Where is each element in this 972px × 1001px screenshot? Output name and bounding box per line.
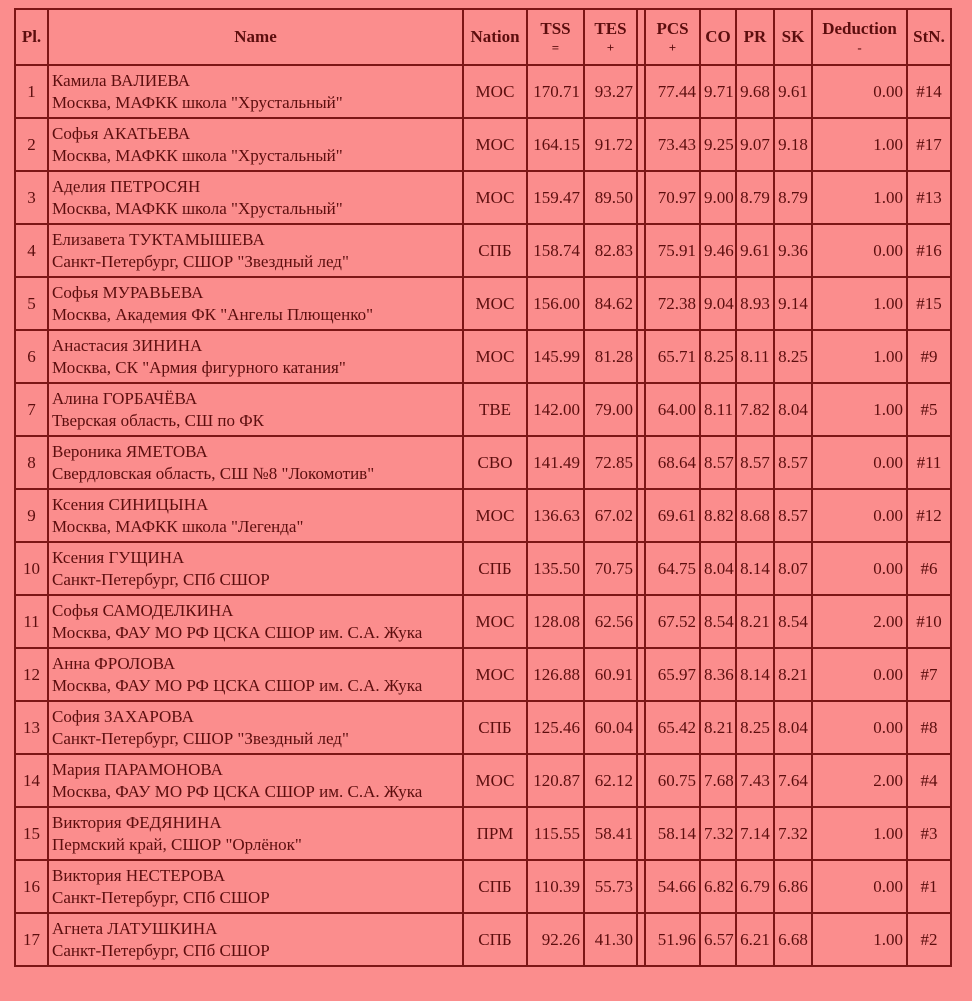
col-header-stn: StN. xyxy=(907,9,951,65)
tss-cell: 136.63 xyxy=(527,489,584,542)
spacer-cell xyxy=(637,436,645,489)
sk-cell: 7.64 xyxy=(774,754,812,807)
nation-cell: ТВЕ xyxy=(463,383,527,436)
place-cell: 7 xyxy=(15,383,48,436)
tss-cell: 158.74 xyxy=(527,224,584,277)
stn-cell: #10 xyxy=(907,595,951,648)
place-cell: 16 xyxy=(15,860,48,913)
pcs-cell: 67.52 xyxy=(645,595,700,648)
stn-cell: #17 xyxy=(907,118,951,171)
co-cell: 8.25 xyxy=(700,330,736,383)
skater-club: Москва, СК "Армия фигурного катания" xyxy=(52,357,346,377)
deduction-cell: 2.00 xyxy=(812,595,907,648)
col-header-deduction-symbol: - xyxy=(857,39,862,55)
tss-cell: 145.99 xyxy=(527,330,584,383)
skater-club: Москва, ФАУ МО РФ ЦСКА СШОР им. С.А. Жука xyxy=(52,622,423,642)
pcs-cell: 65.97 xyxy=(645,648,700,701)
spacer-cell xyxy=(637,542,645,595)
place-cell: 2 xyxy=(15,118,48,171)
pcs-cell: 60.75 xyxy=(645,754,700,807)
place-cell: 17 xyxy=(15,913,48,966)
pr-cell: 8.11 xyxy=(736,330,774,383)
pcs-cell: 54.66 xyxy=(645,860,700,913)
deduction-cell: 0.00 xyxy=(812,489,907,542)
co-cell: 6.82 xyxy=(700,860,736,913)
name-cell xyxy=(48,595,463,648)
table-row xyxy=(15,383,951,436)
skater-name: Ксения СИНИЦЫНА xyxy=(52,494,209,514)
spacer-cell xyxy=(637,913,645,966)
name-cell xyxy=(48,330,463,383)
pcs-cell: 75.91 xyxy=(645,224,700,277)
stn-cell: #2 xyxy=(907,913,951,966)
pcs-cell: 58.14 xyxy=(645,807,700,860)
nation-cell: ПРМ xyxy=(463,807,527,860)
co-cell: 9.04 xyxy=(700,277,736,330)
tss-cell: 125.46 xyxy=(527,701,584,754)
col-header-pcs xyxy=(645,9,700,65)
co-cell: 9.46 xyxy=(700,224,736,277)
skater-club: Свердловская область, СШ №8 "Локомотив" xyxy=(52,463,375,483)
col-header-tss-symbol: = xyxy=(551,39,560,55)
deduction-cell: 1.00 xyxy=(812,913,907,966)
name-cell xyxy=(48,754,463,807)
stn-cell: #6 xyxy=(907,542,951,595)
tss-cell: 120.87 xyxy=(527,754,584,807)
place-cell: 14 xyxy=(15,754,48,807)
co-cell: 8.57 xyxy=(700,436,736,489)
sk-cell: 7.32 xyxy=(774,807,812,860)
stn-cell: #11 xyxy=(907,436,951,489)
tss-cell: 128.08 xyxy=(527,595,584,648)
skater-club: Тверская область, СШ по ФК xyxy=(52,410,265,430)
deduction-cell: 1.00 xyxy=(812,118,907,171)
name-cell xyxy=(48,542,463,595)
skater-club: Москва, ФАУ МО РФ ЦСКА СШОР им. С.А. Жука xyxy=(52,781,423,801)
name-cell xyxy=(48,489,463,542)
place-cell: 5 xyxy=(15,277,48,330)
spacer-cell xyxy=(637,648,645,701)
skater-name: Ксения ГУЩИНА xyxy=(52,547,185,567)
pcs-cell: 77.44 xyxy=(645,65,700,118)
stn-cell: #15 xyxy=(907,277,951,330)
spacer-cell xyxy=(637,65,645,118)
deduction-cell: 0.00 xyxy=(812,648,907,701)
nation-cell: СВО xyxy=(463,436,527,489)
pr-cell: 8.79 xyxy=(736,171,774,224)
tss-cell: 92.26 xyxy=(527,913,584,966)
tss-cell: 164.15 xyxy=(527,118,584,171)
pr-cell: 7.82 xyxy=(736,383,774,436)
skater-name: Агнета ЛАТУШКИНА xyxy=(52,918,218,938)
tes-cell: 70.75 xyxy=(584,542,637,595)
name-cell xyxy=(48,118,463,171)
tes-cell: 93.27 xyxy=(584,65,637,118)
nation-cell: СПБ xyxy=(463,542,527,595)
skater-name: Софья АКАТЬЕВА xyxy=(52,123,191,143)
deduction-cell: 2.00 xyxy=(812,754,907,807)
col-header-tss xyxy=(527,9,584,65)
nation-cell: МОС xyxy=(463,65,527,118)
deduction-cell: 0.00 xyxy=(812,436,907,489)
pcs-cell: 68.64 xyxy=(645,436,700,489)
tss-cell: 170.71 xyxy=(527,65,584,118)
co-cell: 8.04 xyxy=(700,542,736,595)
table-row xyxy=(15,754,951,807)
co-cell: 9.00 xyxy=(700,171,736,224)
col-header-tss-label: TSS xyxy=(540,19,571,39)
pr-cell: 8.68 xyxy=(736,489,774,542)
tes-cell: 91.72 xyxy=(584,118,637,171)
pr-cell: 8.57 xyxy=(736,436,774,489)
stn-cell: #5 xyxy=(907,383,951,436)
co-cell: 9.25 xyxy=(700,118,736,171)
co-cell: 8.21 xyxy=(700,701,736,754)
sk-cell: 8.79 xyxy=(774,171,812,224)
stn-cell: #4 xyxy=(907,754,951,807)
tes-cell: 89.50 xyxy=(584,171,637,224)
tes-cell: 41.30 xyxy=(584,913,637,966)
pcs-cell: 51.96 xyxy=(645,913,700,966)
stn-cell: #9 xyxy=(907,330,951,383)
col-header-tes xyxy=(584,9,637,65)
tss-cell: 156.00 xyxy=(527,277,584,330)
col-header-deduction-label: Deduction xyxy=(822,19,897,39)
spacer-cell xyxy=(637,701,645,754)
spacer-cell xyxy=(637,330,645,383)
sk-cell: 9.18 xyxy=(774,118,812,171)
deduction-cell: 1.00 xyxy=(812,383,907,436)
nation-cell: СПБ xyxy=(463,860,527,913)
skater-name: Софья МУРАВЬЕВА xyxy=(52,282,204,302)
sk-cell: 8.04 xyxy=(774,383,812,436)
skater-club: Москва, МАФКК школа "Легенда" xyxy=(52,516,304,536)
place-cell: 6 xyxy=(15,330,48,383)
col-header-spacer xyxy=(637,9,645,65)
sk-cell: 9.61 xyxy=(774,65,812,118)
results-table-body xyxy=(15,65,951,966)
name-cell xyxy=(48,913,463,966)
place-cell: 11 xyxy=(15,595,48,648)
pcs-cell: 64.00 xyxy=(645,383,700,436)
sk-cell: 8.57 xyxy=(774,489,812,542)
deduction-cell: 1.00 xyxy=(812,277,907,330)
header-row xyxy=(15,9,951,65)
stn-cell: #16 xyxy=(907,224,951,277)
table-row xyxy=(15,224,951,277)
nation-cell: МОС xyxy=(463,754,527,807)
col-header-pcs-label: PCS xyxy=(656,19,689,39)
spacer-cell xyxy=(637,224,645,277)
table-row xyxy=(15,913,951,966)
tes-cell: 62.56 xyxy=(584,595,637,648)
table-row xyxy=(15,860,951,913)
pr-cell: 9.07 xyxy=(736,118,774,171)
sk-cell: 8.54 xyxy=(774,595,812,648)
spacer-cell xyxy=(637,754,645,807)
sk-cell: 9.14 xyxy=(774,277,812,330)
pr-cell: 6.79 xyxy=(736,860,774,913)
spacer-cell xyxy=(637,807,645,860)
stn-cell: #12 xyxy=(907,489,951,542)
stn-cell: #8 xyxy=(907,701,951,754)
col-header-pr: PR xyxy=(736,9,774,65)
nation-cell: СПБ xyxy=(463,701,527,754)
col-header-tes-symbol: + xyxy=(606,39,615,55)
sk-cell: 8.21 xyxy=(774,648,812,701)
tes-cell: 58.41 xyxy=(584,807,637,860)
pcs-cell: 65.42 xyxy=(645,701,700,754)
spacer-cell xyxy=(637,489,645,542)
co-cell: 7.32 xyxy=(700,807,736,860)
table-row xyxy=(15,807,951,860)
results-table xyxy=(14,8,952,967)
name-cell xyxy=(48,860,463,913)
name-cell xyxy=(48,648,463,701)
table-row xyxy=(15,489,951,542)
tes-cell: 72.85 xyxy=(584,436,637,489)
pcs-cell: 64.75 xyxy=(645,542,700,595)
spacer-cell xyxy=(637,383,645,436)
pr-cell: 8.14 xyxy=(736,648,774,701)
tss-cell: 141.49 xyxy=(527,436,584,489)
nation-cell: СПБ xyxy=(463,224,527,277)
col-header-nation: Nation xyxy=(463,9,527,65)
sk-cell: 6.86 xyxy=(774,860,812,913)
place-cell: 3 xyxy=(15,171,48,224)
table-row xyxy=(15,330,951,383)
skater-name: Елизавета ТУКТАМЫШЕВА xyxy=(52,229,265,249)
spacer-cell xyxy=(637,171,645,224)
co-cell: 8.54 xyxy=(700,595,736,648)
deduction-cell: 1.00 xyxy=(812,330,907,383)
spacer-cell xyxy=(637,860,645,913)
skater-name: Анна ФРОЛОВА xyxy=(52,653,176,673)
tes-cell: 55.73 xyxy=(584,860,637,913)
tss-cell: 115.55 xyxy=(527,807,584,860)
table-row xyxy=(15,595,951,648)
nation-cell: МОС xyxy=(463,648,527,701)
table-row xyxy=(15,277,951,330)
spacer-cell xyxy=(637,595,645,648)
table-row xyxy=(15,118,951,171)
spacer-cell xyxy=(637,277,645,330)
col-header-place: Pl. xyxy=(15,9,48,65)
table-row xyxy=(15,701,951,754)
name-cell xyxy=(48,171,463,224)
tes-cell: 60.91 xyxy=(584,648,637,701)
spacer-cell xyxy=(637,118,645,171)
pcs-cell: 73.43 xyxy=(645,118,700,171)
co-cell: 6.57 xyxy=(700,913,736,966)
deduction-cell: 0.00 xyxy=(812,860,907,913)
col-header-co: CO xyxy=(700,9,736,65)
skater-club: Москва, МАФКК школа "Хрустальный" xyxy=(52,92,343,112)
name-cell xyxy=(48,701,463,754)
name-cell xyxy=(48,224,463,277)
co-cell: 9.71 xyxy=(700,65,736,118)
stn-cell: #13 xyxy=(907,171,951,224)
name-cell xyxy=(48,277,463,330)
skater-club: Пермский край, СШОР "Орлёнок" xyxy=(52,834,302,854)
sk-cell: 8.04 xyxy=(774,701,812,754)
tes-cell: 60.04 xyxy=(584,701,637,754)
tes-cell: 67.02 xyxy=(584,489,637,542)
deduction-cell: 1.00 xyxy=(812,807,907,860)
tss-cell: 142.00 xyxy=(527,383,584,436)
pr-cell: 6.21 xyxy=(736,913,774,966)
deduction-cell: 1.00 xyxy=(812,171,907,224)
pr-cell: 9.61 xyxy=(736,224,774,277)
stn-cell: #7 xyxy=(907,648,951,701)
deduction-cell: 0.00 xyxy=(812,65,907,118)
skater-club: Москва, ФАУ МО РФ ЦСКА СШОР им. С.А. Жука xyxy=(52,675,423,695)
sk-cell: 8.57 xyxy=(774,436,812,489)
place-cell: 8 xyxy=(15,436,48,489)
name-cell xyxy=(48,807,463,860)
place-cell: 15 xyxy=(15,807,48,860)
nation-cell: МОС xyxy=(463,171,527,224)
co-cell: 8.11 xyxy=(700,383,736,436)
tss-cell: 126.88 xyxy=(527,648,584,701)
skater-name: Вероника ЯМЕТОВА xyxy=(52,441,208,461)
place-cell: 12 xyxy=(15,648,48,701)
skater-club: Санкт-Петербург, СШОР "Звездный лед" xyxy=(52,251,349,271)
stn-cell: #1 xyxy=(907,860,951,913)
table-row xyxy=(15,542,951,595)
skater-club: Санкт-Петербург, СПб СШОР xyxy=(52,569,270,589)
skater-club: Москва, МАФКК школа "Хрустальный" xyxy=(52,145,343,165)
name-cell xyxy=(48,383,463,436)
deduction-cell: 0.00 xyxy=(812,542,907,595)
pr-cell: 8.93 xyxy=(736,277,774,330)
sk-cell: 8.25 xyxy=(774,330,812,383)
nation-cell: МОС xyxy=(463,489,527,542)
place-cell: 10 xyxy=(15,542,48,595)
skater-name: Виктория НЕСТЕРОВА xyxy=(52,865,226,885)
name-cell xyxy=(48,436,463,489)
skater-name: Мария ПАРАМОНОВА xyxy=(52,759,223,779)
col-header-tes-label: TES xyxy=(594,19,627,39)
skater-club: Москва, Академия ФК "Ангелы Плющенко" xyxy=(52,304,374,324)
pcs-cell: 70.97 xyxy=(645,171,700,224)
skater-name: Камила ВАЛИЕВА xyxy=(52,70,191,90)
nation-cell: МОС xyxy=(463,330,527,383)
place-cell: 1 xyxy=(15,65,48,118)
pr-cell: 8.21 xyxy=(736,595,774,648)
nation-cell: МОС xyxy=(463,118,527,171)
skater-name: Анастасия ЗИНИНА xyxy=(52,335,203,355)
skater-name: Софья САМОДЕЛКИНА xyxy=(52,600,234,620)
pr-cell: 8.25 xyxy=(736,701,774,754)
skater-club: Санкт-Петербург, СШОР "Звездный лед" xyxy=(52,728,349,748)
table-row xyxy=(15,648,951,701)
pcs-cell: 69.61 xyxy=(645,489,700,542)
nation-cell: МОС xyxy=(463,595,527,648)
pcs-cell: 65.71 xyxy=(645,330,700,383)
skater-club: Москва, МАФКК школа "Хрустальный" xyxy=(52,198,343,218)
pr-cell: 9.68 xyxy=(736,65,774,118)
place-cell: 9 xyxy=(15,489,48,542)
skater-name: Виктория ФЕДЯНИНА xyxy=(52,812,222,832)
nation-cell: СПБ xyxy=(463,913,527,966)
col-header-deduction xyxy=(812,9,907,65)
co-cell: 7.68 xyxy=(700,754,736,807)
tes-cell: 79.00 xyxy=(584,383,637,436)
sk-cell: 8.07 xyxy=(774,542,812,595)
skater-club: Санкт-Петербург, СПб СШОР xyxy=(52,940,270,960)
pr-cell: 7.14 xyxy=(736,807,774,860)
deduction-cell: 0.00 xyxy=(812,224,907,277)
place-cell: 4 xyxy=(15,224,48,277)
col-header-name: Name xyxy=(48,9,463,65)
table-row xyxy=(15,65,951,118)
skater-club: Санкт-Петербург, СПб СШОР xyxy=(52,887,270,907)
pr-cell: 7.43 xyxy=(736,754,774,807)
pr-cell: 8.14 xyxy=(736,542,774,595)
tss-cell: 110.39 xyxy=(527,860,584,913)
col-header-sk: SK xyxy=(774,9,812,65)
name-cell xyxy=(48,65,463,118)
nation-cell: МОС xyxy=(463,277,527,330)
skater-name: София ЗАХАРОВА xyxy=(52,706,194,726)
sk-cell: 9.36 xyxy=(774,224,812,277)
co-cell: 8.36 xyxy=(700,648,736,701)
place-cell: 13 xyxy=(15,701,48,754)
deduction-cell: 0.00 xyxy=(812,701,907,754)
skater-name: Аделия ПЕТРОСЯН xyxy=(52,176,201,196)
tes-cell: 81.28 xyxy=(584,330,637,383)
stn-cell: #14 xyxy=(907,65,951,118)
tes-cell: 62.12 xyxy=(584,754,637,807)
tss-cell: 159.47 xyxy=(527,171,584,224)
table-row xyxy=(15,436,951,489)
sk-cell: 6.68 xyxy=(774,913,812,966)
tes-cell: 84.62 xyxy=(584,277,637,330)
pcs-cell: 72.38 xyxy=(645,277,700,330)
skater-name: Алина ГОРБАЧЁВА xyxy=(52,388,198,408)
co-cell: 8.82 xyxy=(700,489,736,542)
table-row xyxy=(15,171,951,224)
tss-cell: 135.50 xyxy=(527,542,584,595)
col-header-pcs-symbol: + xyxy=(668,39,677,55)
tes-cell: 82.83 xyxy=(584,224,637,277)
stn-cell: #3 xyxy=(907,807,951,860)
